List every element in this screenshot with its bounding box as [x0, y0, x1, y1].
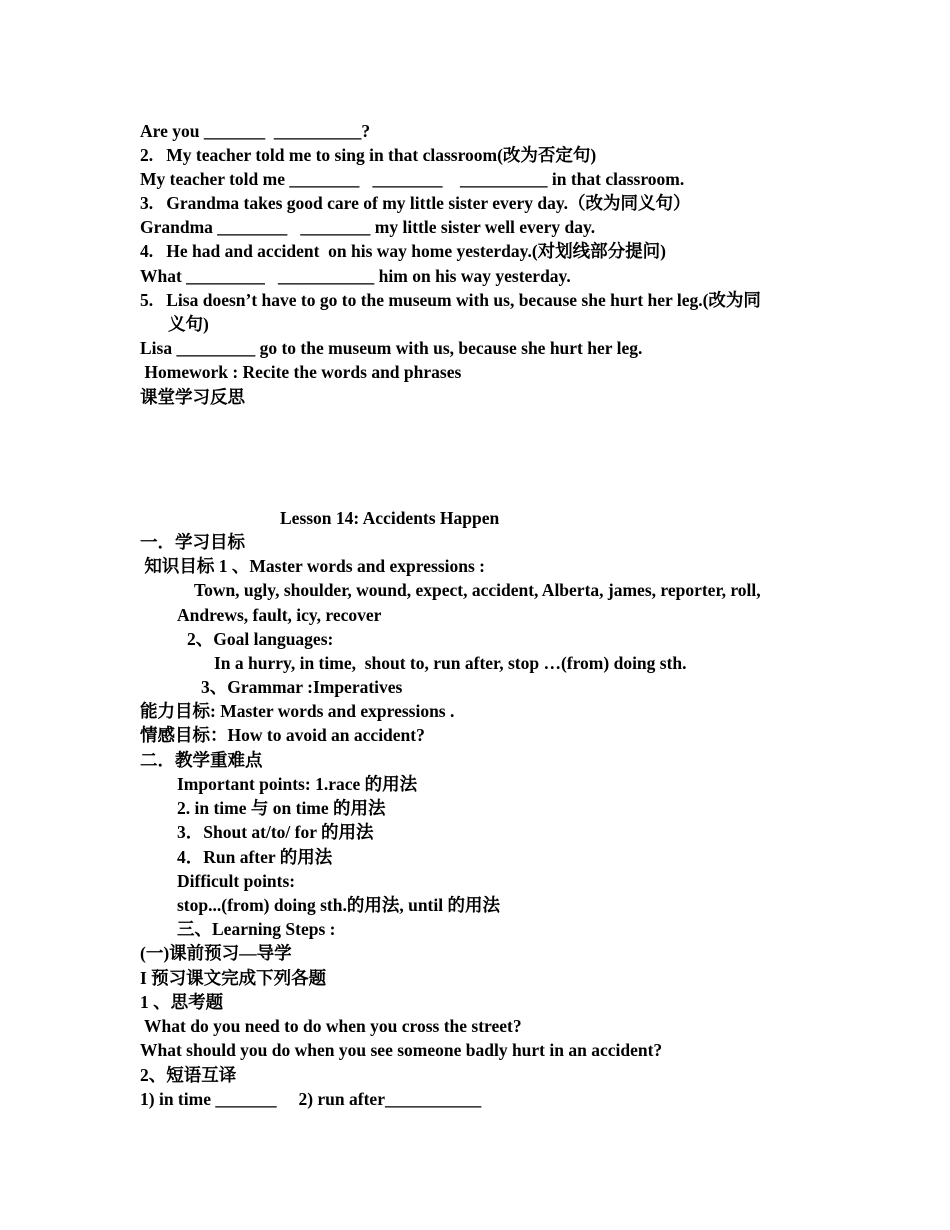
exercise-line-9: 义句)	[168, 314, 209, 334]
lesson-title: Lesson 14: Accidents Happen	[280, 508, 500, 528]
text-line: 能力目标: Master words and expressions .	[140, 701, 455, 721]
section-heading: 三、Learning Steps :	[177, 919, 336, 939]
text-line: 情感目标：How to avoid an accident?	[140, 725, 425, 745]
text-line: 3、Grammar :Imperatives	[201, 677, 403, 697]
exercise-line-1: Are you _______ __________?	[140, 121, 371, 141]
exercise-line-3: My teacher told me ________ ________ __________ in that classroom.	[140, 169, 685, 189]
exercise-line-8: 5. Lisa doesn’t have to go to the museum with us, because she hurt her leg.(改为同	[140, 290, 761, 310]
text-line: What should you do when you see someone badly hurt in an accident?	[140, 1040, 663, 1060]
exercise-line-2: 2. My teacher told me to sing in that classroom(改为否定句)	[140, 145, 597, 165]
homework-line: Homework : Recite the words and phrases	[140, 362, 462, 382]
text-line: I 预习课文完成下列各题	[140, 968, 327, 988]
text-line: Important points: 1.race 的用法	[177, 774, 418, 794]
text-line: In a hurry, in time, shout to, run after, stop …(from) doing sth.	[214, 653, 687, 673]
exercise-line-5: Grandma ________ ________ my little sister well every day.	[140, 217, 596, 237]
text-line: 2、短语互译	[140, 1065, 237, 1085]
text-line: 1 、思考题	[140, 992, 224, 1012]
exercise-line-4: 3. Grandma takes good care of my little sister every day.（改为同义句）	[140, 193, 691, 213]
text-line: (一)课前预习—导学	[140, 943, 292, 963]
exercise-line-6: 4. He had and accident on his way home yesterday.(对划线部分提问)	[140, 241, 666, 261]
section-heading: 二．教学重难点	[140, 750, 263, 770]
text-line: What do you need to do when you cross the street?	[140, 1016, 522, 1036]
text-line: stop...(from) doing sth.的用法, until 的用法	[177, 895, 500, 915]
text-line: Andrews, fault, icy, recover	[177, 605, 382, 625]
text-line: Difficult points:	[177, 871, 296, 891]
exercise-line-7: What _________ ___________ him on his way yesterday.	[140, 266, 571, 286]
text-line: 2. in time 与 on time 的用法	[177, 798, 386, 818]
text-line: 4．Run after 的用法	[177, 847, 333, 867]
text-line: Town, ugly, shoulder, wound, expect, accident, Alberta, james, reporter, roll,	[194, 580, 761, 600]
section-heading: 一．学习目标	[140, 532, 245, 552]
text-line: 3．Shout at/to/ for 的用法	[177, 822, 374, 842]
text-line: 2、Goal languages:	[187, 629, 334, 649]
text-line: 1) in time _______ 2) run after___________	[140, 1089, 482, 1109]
exercise-line-10: Lisa _________ go to the museum with us, because she hurt her leg.	[140, 338, 643, 358]
text-line: 知识目标 1 、Master words and expressions :	[140, 556, 485, 576]
reflection-heading: 课堂学习反思	[140, 387, 245, 407]
